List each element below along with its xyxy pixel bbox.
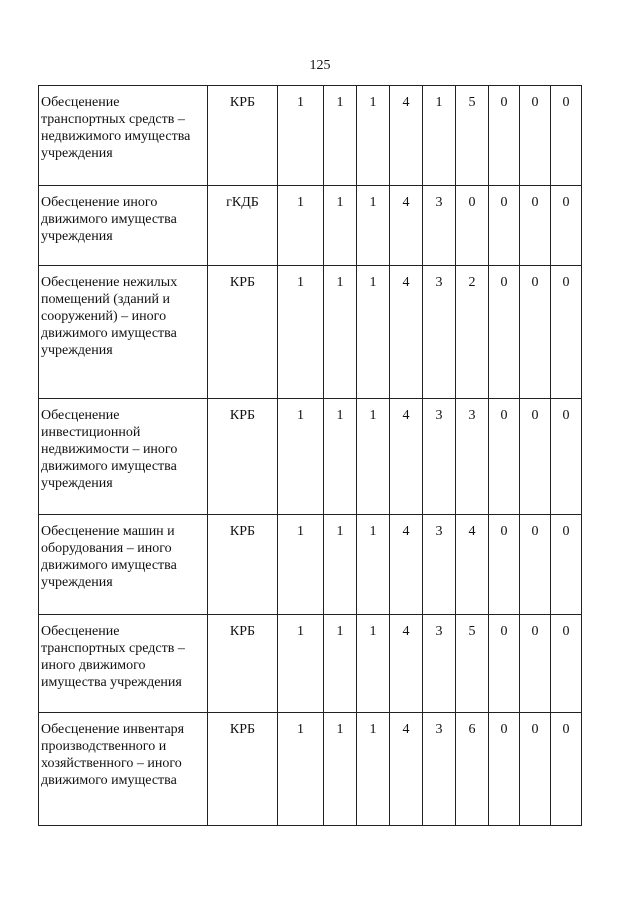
- row-digit: 4: [390, 515, 423, 615]
- row-digit: 0: [456, 186, 489, 266]
- row-digit: 1: [357, 186, 390, 266]
- row-digit: 1: [278, 86, 324, 186]
- row-description: Обесценение инвестиционной недвижимости – иного движимого имущества учреждения: [39, 399, 208, 515]
- row-digit: 4: [390, 86, 423, 186]
- row-digit: 4: [390, 266, 423, 399]
- row-digit: 0: [520, 399, 551, 515]
- table-row: [39, 266, 582, 399]
- table-row: [39, 399, 582, 515]
- row-digit: 0: [520, 615, 551, 713]
- page-number: 125: [309, 58, 331, 73]
- row-digit: 6: [456, 713, 489, 826]
- row-code: КРБ: [208, 515, 278, 615]
- row-digit: 0: [489, 186, 520, 266]
- row-digit: 0: [489, 713, 520, 826]
- row-digit: 1: [324, 86, 357, 186]
- row-digit: 3: [423, 266, 456, 399]
- row-digit: 1: [278, 266, 324, 399]
- row-description: Обесценение инвентаря производственного и хозяйственного – иного движимого имущества: [39, 713, 208, 826]
- row-digit: 1: [278, 186, 324, 266]
- row-digit: 5: [456, 615, 489, 713]
- row-digit: 0: [520, 713, 551, 826]
- row-digit: 2: [456, 266, 489, 399]
- row-digit: 1: [324, 266, 357, 399]
- row-digit: 1: [357, 399, 390, 515]
- table-row: [39, 186, 582, 266]
- row-description: Обесценение иного движимого имущества учреждения: [39, 186, 208, 266]
- row-code: КРБ: [208, 266, 278, 399]
- row-digit: 3: [456, 399, 489, 515]
- row-digit: 5: [456, 86, 489, 186]
- row-digit: 1: [278, 515, 324, 615]
- row-digit: 3: [423, 399, 456, 515]
- row-digit: 0: [551, 186, 582, 266]
- row-digit: 1: [357, 615, 390, 713]
- row-digit: 3: [423, 615, 456, 713]
- table-row: [39, 615, 582, 713]
- row-digit: 0: [489, 515, 520, 615]
- row-digit: 0: [551, 86, 582, 186]
- row-digit: 0: [551, 615, 582, 713]
- row-digit: 3: [423, 186, 456, 266]
- row-digit: 0: [520, 86, 551, 186]
- row-digit: 0: [489, 86, 520, 186]
- row-digit: 1: [423, 86, 456, 186]
- row-description: Обесценение машин и оборудования – иного движимого имущества учреждения: [39, 515, 208, 615]
- table-body: [39, 86, 582, 826]
- row-code: КРБ: [208, 615, 278, 713]
- row-digit: 4: [390, 615, 423, 713]
- row-digit: 1: [357, 86, 390, 186]
- row-digit: 1: [324, 515, 357, 615]
- row-digit: 0: [520, 266, 551, 399]
- row-digit: 1: [324, 615, 357, 713]
- row-code: гКДБ: [208, 186, 278, 266]
- row-description: Обесценение нежилых помещений (зданий и сооружений) – иного движимого имущества учреждения: [39, 266, 208, 399]
- table-row: [39, 515, 582, 615]
- row-digit: 0: [551, 266, 582, 399]
- row-digit: 1: [324, 399, 357, 515]
- row-digit: 4: [390, 186, 423, 266]
- row-digit: 1: [357, 266, 390, 399]
- row-digit: 1: [278, 399, 324, 515]
- row-digit: 0: [520, 515, 551, 615]
- table-row: [39, 713, 582, 826]
- row-digit: 1: [357, 515, 390, 615]
- row-digit: 0: [489, 615, 520, 713]
- account-codes-table: [38, 85, 582, 826]
- row-code: КРБ: [208, 399, 278, 515]
- row-digit: 1: [324, 713, 357, 826]
- row-description: Обесценение транспортных средств – недвижимого имущества учреждения: [39, 86, 208, 186]
- row-digit: 0: [551, 713, 582, 826]
- row-digit: 0: [551, 399, 582, 515]
- row-code: КРБ: [208, 713, 278, 826]
- row-digit: 3: [423, 713, 456, 826]
- row-digit: 0: [489, 399, 520, 515]
- row-digit: 4: [390, 399, 423, 515]
- row-digit: 1: [278, 615, 324, 713]
- row-digit: 0: [551, 515, 582, 615]
- row-digit: 1: [357, 713, 390, 826]
- row-description: Обесценение транспортных средств – иного движимого имущества учреждения: [39, 615, 208, 713]
- row-digit: 1: [278, 713, 324, 826]
- row-digit: 0: [520, 186, 551, 266]
- row-code: КРБ: [208, 86, 278, 186]
- table-row: [39, 86, 582, 186]
- row-digit: 0: [489, 266, 520, 399]
- row-digit: 4: [456, 515, 489, 615]
- row-digit: 3: [423, 515, 456, 615]
- row-digit: 4: [390, 713, 423, 826]
- row-digit: 1: [324, 186, 357, 266]
